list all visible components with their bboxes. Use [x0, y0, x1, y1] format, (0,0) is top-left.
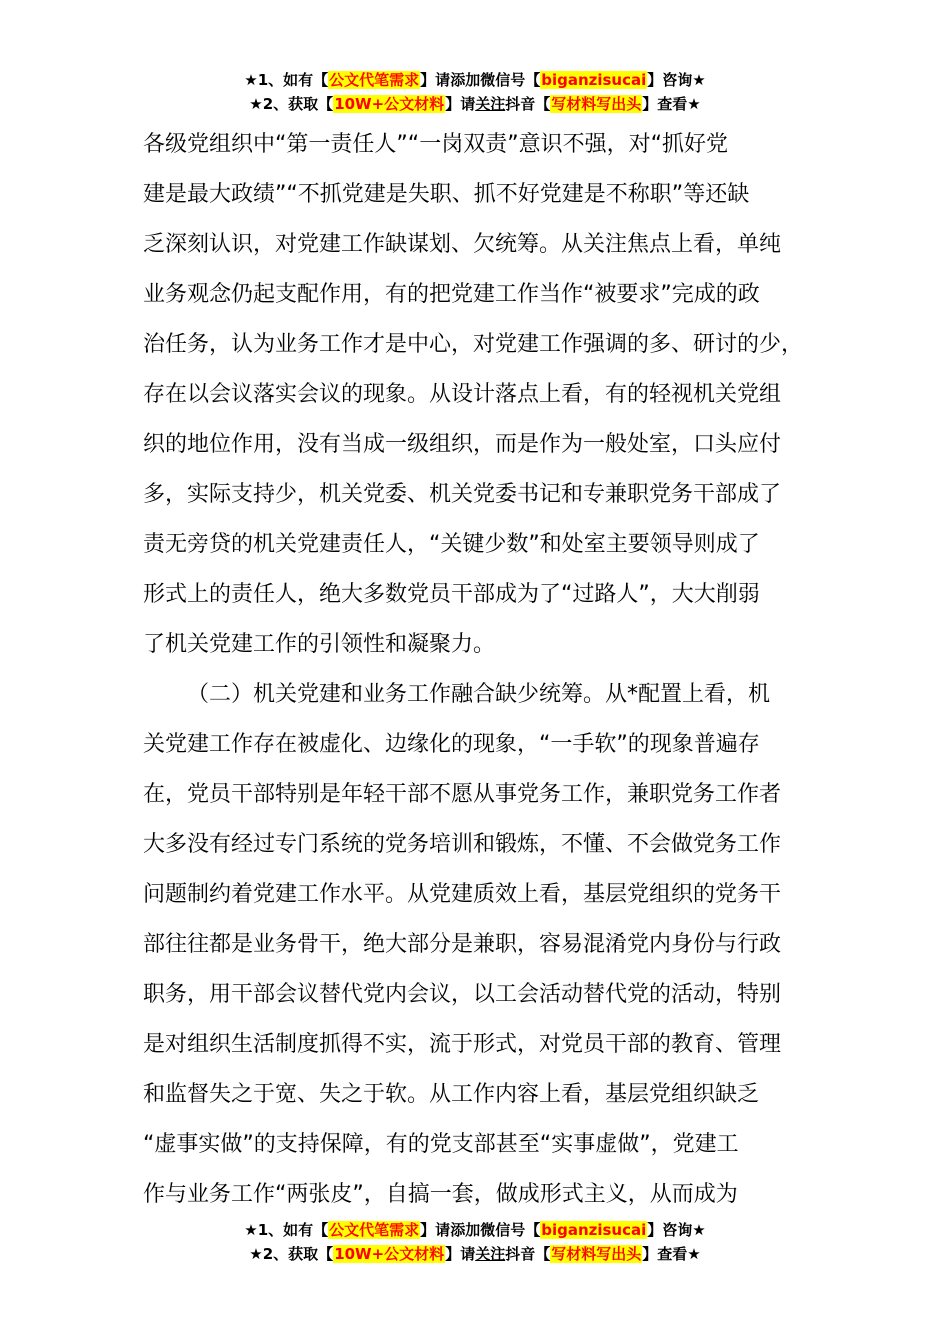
body-line: 乏深刻认识，对党建工作缺谋划、欠统筹。从关注焦点上看，单纯: [143, 232, 782, 257]
footer-line2-middle: 】请: [445, 1245, 476, 1263]
banner-highlight-ghostwriting: 公文代笔需求: [329, 71, 420, 89]
body-line: 职务，用干部会议替代党内会议，以工会活动替代党的活动，特别: [143, 982, 782, 1007]
banner-line2-bold: 关注: [475, 95, 506, 113]
banner-line2-middle: 】请: [445, 95, 476, 113]
banner-line1-prefix: ★1、如有【: [244, 71, 329, 89]
footer-line1-prefix: ★1、如有【: [244, 1221, 329, 1239]
banner-line1-suffix: 】咨询★: [647, 71, 706, 89]
footer-banner-line-1: [0, 1219, 950, 1243]
body-line: 织的地位作用，没有当成一级组织，而是作为一般处室，口头应付: [143, 432, 782, 457]
banner-line-2: [0, 93, 950, 117]
footer-line1-bold: 添加: [450, 1221, 481, 1239]
banner-line1-bold: 添加: [450, 71, 481, 89]
document-body: [143, 120, 833, 1220]
body-line: 责无旁贷的机关党建责任人，“关键少数”和处室主要领导则成了: [143, 532, 760, 557]
body-line: 是对组织生活制度抓得不实，流于形式，对党员干部的教育、管理: [143, 1032, 782, 1057]
body-line: 各级党组织中“第一责任人”“一岗双责”意识不强，对“抓好党: [143, 132, 728, 157]
body-line: 部往往都是业务骨干，绝大部分是兼职，容易混淆党内身份与行政: [143, 932, 782, 957]
footer-line2-bold: 关注: [475, 1245, 506, 1263]
footer-line2-middle2: 抖音【: [505, 1245, 551, 1263]
banner-highlight-materials: 10W+公文材料: [334, 95, 445, 113]
footer-banner-line-2: [0, 1243, 950, 1267]
body-line: 多，实际支持少，机关党委、机关党委书记和专兼职党务干部成了: [143, 482, 782, 507]
banner-line1-middle: 】请: [420, 71, 451, 89]
banner-highlight-douyin-account: 写材料写出头: [551, 95, 642, 113]
body-line: 了机关党建工作的引领性和凝聚力。: [143, 632, 496, 657]
body-line: 建是最大政绩”“不抓党建是失职、抓不好党建是不称职”等还缺: [143, 182, 750, 207]
footer-line1-middle: 】请: [420, 1221, 451, 1239]
body-line: 问题制约着党建工作水平。从党建质效上看，基层党组织的党务干: [143, 882, 782, 907]
body-line: 治任务，认为业务工作才是中心，对党建工作强调的多、研讨的少，: [143, 332, 804, 357]
footer-highlight-douyin-account: 写材料写出头: [551, 1245, 642, 1263]
header-banner: [0, 69, 950, 117]
banner-line2-prefix: ★2、获取【: [249, 95, 334, 113]
banner-line2-suffix: 】查看★: [642, 95, 701, 113]
body-line: 业务观念仍起支配作用，有的把党建工作当作“被要求”完成的政: [143, 282, 760, 307]
footer-highlight-ghostwriting: 公文代笔需求: [329, 1221, 420, 1239]
body-line: 存在以会议落实会议的现象。从设计落点上看，有的轻视机关党组: [143, 382, 782, 407]
body-line: 和监督失之于宽、失之于软。从工作内容上看，基层党组织缺乏: [143, 1082, 760, 1107]
body-line: 形式上的责任人，绝大多数党员干部成为了“过路人”，大大削弱: [143, 582, 760, 607]
body-line: “虚事实做”的支持保障，有的党支部甚至“实事虚做”，党建工: [143, 1132, 739, 1157]
banner-line1-middle2: 微信号【: [480, 71, 541, 89]
footer-line2-suffix: 】查看★: [642, 1245, 701, 1263]
footer-line2-prefix: ★2、获取【: [249, 1245, 334, 1263]
body-line: 关党建工作存在被虚化、边缘化的现象，“一手软”的现象普遍存: [143, 732, 760, 757]
banner-highlight-wechat-id: biganzisucai: [541, 71, 647, 89]
body-line: 大多没有经过专门系统的党务培训和锻炼，不懂、不会做党务工作: [143, 832, 782, 857]
footer-highlight-wechat-id: biganzisucai: [541, 1221, 647, 1239]
banner-line-1: [0, 69, 950, 93]
footer-highlight-materials: 10W+公文材料: [334, 1245, 445, 1263]
banner-line2-middle2: 抖音【: [505, 95, 551, 113]
body-line: 作与业务工作“两张皮”，自搞一套，做成形式主义，从而成为: [143, 1182, 738, 1207]
footer-banner: [0, 1219, 950, 1267]
footer-line1-middle2: 微信号【: [480, 1221, 541, 1239]
footer-line1-suffix: 】咨询★: [647, 1221, 706, 1239]
section-heading-line: （二）机关党建和业务工作融合缺少统筹。从*配置上看，机: [187, 682, 771, 707]
body-line: 在，党员干部特别是年轻干部不愿从事党务工作，兼职党务工作者: [143, 782, 782, 807]
